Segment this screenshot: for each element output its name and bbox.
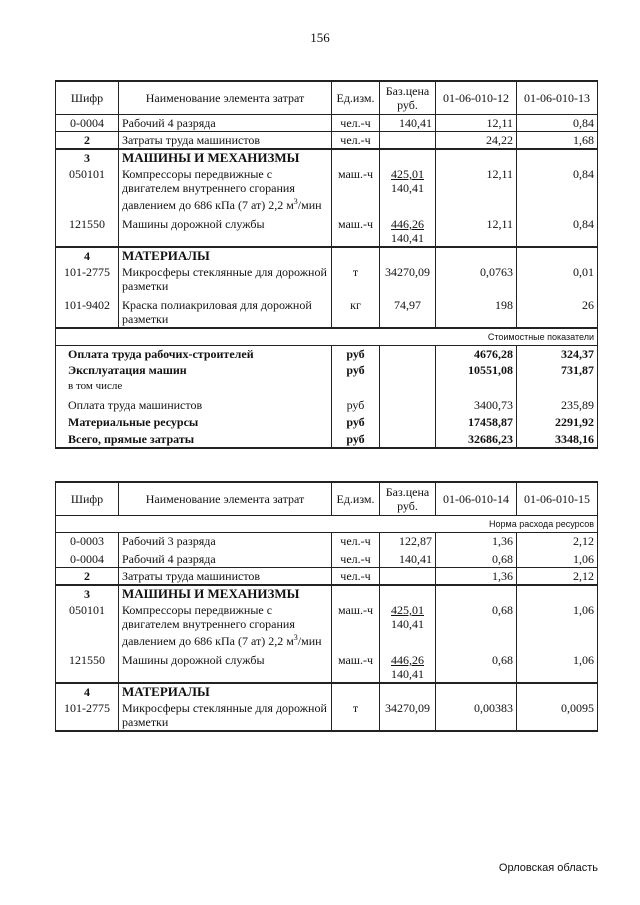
price-second: 140,41	[391, 181, 424, 195]
row-code: 121550	[56, 213, 119, 247]
region-footer: Орловская область	[498, 862, 598, 874]
header-price-line1: Баз.цена	[385, 84, 430, 98]
row-name-text: Компрессоры передвижные с двигателем внутреннего сгорания давлением до 686 кПа (7 ат) 2,2 м	[122, 603, 295, 648]
table-header-row	[56, 81, 598, 115]
row-code: 101-2775	[56, 264, 119, 294]
row-unit: т	[332, 700, 380, 731]
row-price: 122,87	[380, 533, 436, 550]
price-underlined: 425,01	[391, 603, 424, 617]
header-col1: 01-06-010-14	[436, 482, 517, 516]
section-row	[56, 683, 598, 700]
total-value-1: 17458,87	[436, 413, 517, 430]
price-underlined: 446,26	[391, 653, 424, 667]
table-row	[56, 166, 598, 213]
section-row	[56, 247, 598, 264]
price-underlined: 446,26	[391, 217, 424, 231]
row-name: Затраты труда машинистов	[119, 568, 332, 586]
row-value-2: 0,84	[517, 166, 598, 213]
row-unit: маш.-ч	[332, 649, 380, 683]
header-price-line2: руб.	[397, 98, 418, 112]
row-value-1: 12,11	[436, 166, 517, 213]
section-row	[56, 585, 598, 602]
row-name: Микросферы стеклянные для дорожной разметки	[119, 264, 332, 294]
row-value-1: 198	[436, 294, 517, 328]
table-row	[56, 264, 598, 294]
section-code: 3	[56, 585, 119, 602]
row-name-end: /мин	[297, 198, 322, 212]
row-value-1: 0,68	[436, 602, 517, 649]
table-row	[56, 132, 598, 150]
row-value-1: 0,0763	[436, 264, 517, 294]
header-code: Шифр	[56, 482, 119, 516]
row-value-2: 1,06	[517, 602, 598, 649]
row-value-2: 1,68	[517, 132, 598, 150]
page-number: 156	[310, 30, 330, 45]
row-code: 2	[56, 132, 119, 150]
row-value-2: 1,06	[517, 549, 598, 568]
row-value-1: 12,11	[436, 213, 517, 247]
header-col2: 01-06-010-13	[517, 81, 598, 115]
section-title: МАШИНЫ И МЕХАНИЗМЫ	[119, 585, 332, 602]
total-value-1: 4676,28	[436, 346, 517, 363]
row-value-1: 12,11	[436, 115, 517, 132]
total-row	[56, 413, 598, 430]
resource-norm-note: Норма расхода ресурсов	[436, 516, 598, 533]
section-title: МАШИНЫ И МЕХАНИЗМЫ	[119, 149, 332, 166]
table-row	[56, 115, 598, 132]
section-code: 4	[56, 247, 119, 264]
row-value-2: 0,84	[517, 115, 598, 132]
row-name	[119, 602, 332, 649]
total-value-2: 324,37	[517, 346, 598, 363]
total-name: Всего, прямые затраты	[56, 430, 332, 448]
total-value-2: 235,89	[517, 394, 598, 413]
row-unit: чел.-ч	[332, 115, 380, 132]
row-code: 050101	[56, 166, 119, 213]
row-name: Рабочий 3 разряда	[119, 533, 332, 550]
row-price: 34270,09	[380, 700, 436, 731]
row-value-1: 24,22	[436, 132, 517, 150]
row-name: Затраты труда машинистов	[119, 132, 332, 150]
header-col1: 01-06-010-12	[436, 81, 517, 115]
total-row	[56, 362, 598, 378]
total-name: Материальные ресурсы	[56, 413, 332, 430]
total-value-1: 10551,08	[436, 362, 517, 378]
row-code: 2	[56, 568, 119, 586]
table-row	[56, 700, 598, 731]
row-value-2: 1,06	[517, 649, 598, 683]
row-value-1: 0,68	[436, 549, 517, 568]
row-name-superscript: 3	[293, 197, 298, 206]
header-name: Наименование элемента затрат	[119, 482, 332, 516]
row-value-2: 0,84	[517, 213, 598, 247]
header-unit: Ед.изм.	[332, 482, 380, 516]
row-unit: чел.-ч	[332, 549, 380, 568]
resource-table-1	[55, 80, 598, 449]
row-unit: маш.-ч	[332, 166, 380, 213]
total-row	[56, 394, 598, 413]
table-row	[56, 549, 598, 568]
header-unit: Ед.изм.	[332, 81, 380, 115]
section-row	[56, 149, 598, 166]
total-value-2: 731,87	[517, 362, 598, 378]
row-value-1: 1,36	[436, 533, 517, 550]
table-row	[56, 568, 598, 586]
row-price: 74,97	[380, 294, 436, 328]
row-name-end: /мин	[297, 634, 322, 648]
total-name: Оплата труда машинистов	[56, 394, 332, 413]
row-code: 121550	[56, 649, 119, 683]
total-value-2: 3348,16	[517, 430, 598, 448]
row-value-1: 0,68	[436, 649, 517, 683]
row-value-2: 26	[517, 294, 598, 328]
price-second: 140,41	[391, 617, 424, 631]
row-name: Рабочий 4 разряда	[119, 549, 332, 568]
row-name: Краска полиакриловая для дорожной разметки	[119, 294, 332, 328]
row-code: 050101	[56, 602, 119, 649]
total-value-1: 32686,23	[436, 430, 517, 448]
section-code: 3	[56, 149, 119, 166]
total-row	[56, 378, 598, 394]
header-name: Наименование элемента затрат	[119, 81, 332, 115]
row-name-text: Компрессоры передвижные с двигателем внутреннего сгорания давлением до 686 кПа (7 ат) 2,2 м	[122, 167, 295, 212]
resource-table-2	[55, 481, 598, 732]
header-col2: 01-06-010-15	[517, 482, 598, 516]
row-price	[380, 213, 436, 247]
row-price	[380, 649, 436, 683]
header-price-line2: руб.	[397, 499, 418, 513]
row-value-2: 0,01	[517, 264, 598, 294]
section-code: 4	[56, 683, 119, 700]
table-header-row	[56, 482, 598, 516]
section-title: МАТЕРИАЛЫ	[119, 683, 332, 700]
price-second: 140,41	[391, 231, 424, 245]
row-value-1: 0,00383	[436, 700, 517, 731]
table-row	[56, 533, 598, 550]
price-second: 140,41	[391, 667, 424, 681]
section-title: МАТЕРИАЛЫ	[119, 247, 332, 264]
table-row	[56, 213, 598, 247]
header-price	[380, 482, 436, 516]
row-code: 0-0004	[56, 549, 119, 568]
header-price-line1: Баз.цена	[385, 485, 430, 499]
table-row	[56, 649, 598, 683]
row-name	[119, 166, 332, 213]
note-row	[56, 328, 598, 346]
row-price	[380, 132, 436, 150]
row-value-1: 1,36	[436, 568, 517, 586]
row-value-2: 2,12	[517, 568, 598, 586]
note-row	[56, 516, 598, 533]
price-underlined: 425,01	[391, 167, 424, 181]
row-code: 0-0003	[56, 533, 119, 550]
total-unit: руб	[332, 430, 380, 448]
row-unit: т	[332, 264, 380, 294]
total-name: в том числе	[56, 378, 332, 394]
row-unit: чел.-ч	[332, 533, 380, 550]
header-code: Шифр	[56, 81, 119, 115]
row-name: Машины дорожной службы	[119, 649, 332, 683]
total-name: Оплата труда рабочих-строителей	[56, 346, 332, 363]
total-unit: руб	[332, 346, 380, 363]
row-name: Микросферы стеклянные для дорожной разметки	[119, 700, 332, 731]
row-price	[380, 166, 436, 213]
row-unit: маш.-ч	[332, 213, 380, 247]
row-value-2: 0,0095	[517, 700, 598, 731]
row-code: 0-0004	[56, 115, 119, 132]
total-unit: руб	[332, 362, 380, 378]
row-price	[380, 602, 436, 649]
row-price: 140,41	[380, 115, 436, 132]
table-row	[56, 294, 598, 328]
row-unit: чел.-ч	[332, 132, 380, 150]
row-price	[380, 568, 436, 586]
row-unit: кг	[332, 294, 380, 328]
header-price	[380, 81, 436, 115]
row-name: Машины дорожной службы	[119, 213, 332, 247]
total-value-1: 3400,73	[436, 394, 517, 413]
total-value-2: 2291,92	[517, 413, 598, 430]
row-unit: маш.-ч	[332, 602, 380, 649]
total-unit: руб	[332, 413, 380, 430]
row-name: Рабочий 4 разряда	[119, 115, 332, 132]
row-price: 34270,09	[380, 264, 436, 294]
row-price: 140,41	[380, 549, 436, 568]
row-code: 101-9402	[56, 294, 119, 328]
row-unit: чел.-ч	[332, 568, 380, 586]
total-name: Эксплуатация машин	[56, 362, 332, 378]
row-name-superscript: 3	[293, 633, 298, 642]
total-row	[56, 430, 598, 448]
total-row	[56, 346, 598, 363]
row-value-2: 2,12	[517, 533, 598, 550]
row-code: 101-2775	[56, 700, 119, 731]
cost-indicators-note: Стоимостные показатели	[436, 328, 598, 346]
table-row	[56, 602, 598, 649]
total-unit: руб	[332, 394, 380, 413]
